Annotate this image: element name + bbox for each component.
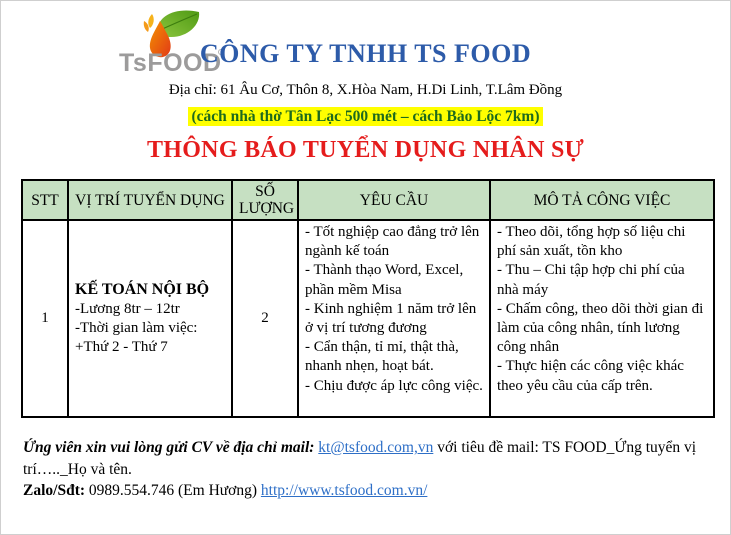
contact-line — [23, 480, 715, 502]
landmark-note — [1, 108, 730, 126]
accent-leaves-icon — [144, 14, 154, 32]
position-detail-line: +Thứ 2 - Thứ 7 — [75, 339, 168, 356]
company-title: CÔNG TY TNHH TS FOOD — [199, 39, 532, 68]
table-row — [22, 220, 714, 417]
job-description-line: - Theo dõi, tổng hợp số liệu chi phí sản xuất, tồn kho — [497, 224, 686, 260]
header-requirements: YÊU CẦU — [298, 180, 490, 220]
cv-instruction-tail: với tiêu đề mail: TS FOOD_Ứng tuyển vị trí….._Họ và tên. — [23, 439, 697, 478]
position-details — [75, 300, 225, 358]
logo-wordmark: TsFOOD — [119, 49, 222, 77]
cell-job-description — [490, 220, 714, 417]
header-job-description: MÔ TẢ CÔNG VIỆC — [490, 180, 714, 220]
requirement-line: - Chịu được áp lực công việc. — [305, 377, 483, 394]
cv-instruction — [23, 437, 715, 480]
requirement-line: - Cẩn thận, tỉ mỉ, thật thà, nhanh nhẹn, hoạt bát. — [305, 339, 459, 375]
position-detail-line: -Lương 8tr – 12tr — [75, 301, 180, 318]
website-link[interactable]: http://www.tsfood.com.vn/ — [260, 482, 428, 500]
announcement-title: THÔNG BÁO TUYỂN DỤNG NHÂN SỰ — [146, 137, 585, 163]
cell-stt: 1 — [22, 220, 68, 417]
position-detail-line: -Thời gian làm việc: — [75, 320, 198, 337]
company-address: Địa chỉ: 61 Âu Cơ, Thôn 8, X.Hòa Nam, H.Di Linh, T.Lâm Đồng — [168, 82, 563, 98]
cell-quantity: 2 — [232, 220, 298, 417]
job-description-line: - Thu – Chi tập hợp chi phí của nhà máy — [497, 262, 685, 298]
requirement-line: - Thành thạo Word, Excel, phần mềm Misa — [305, 262, 464, 298]
cell-requirements — [298, 220, 490, 417]
header-position: VỊ TRÍ TUYỂN DỤNG — [68, 180, 232, 220]
contact-value: 0989.554.746 (Em Hương) — [85, 482, 261, 500]
job-description-line: - Thực hiện các công việc khác theo yêu cầu của cấp trên. — [497, 358, 684, 394]
position-title: KẾ TOÁN NỘI BỘ — [75, 280, 210, 298]
landmark-highlight: (cách nhà thờ Tân Lạc 500 mét – cách Bảo Lộc 7km) — [188, 107, 542, 126]
footer — [23, 437, 715, 502]
header-stt: STT — [22, 180, 68, 220]
header-quantity: SỐ LƯỢNG — [232, 180, 298, 220]
requirement-line: - Tốt nghiệp cao đẳng trở lên ngành kế toán — [305, 224, 480, 260]
recruitment-table — [21, 179, 715, 418]
requirement-line: - Kinh nghiệm 1 năm trở lên ở vị trí tương đương — [305, 300, 477, 337]
cell-position — [68, 220, 232, 417]
table-header-row — [22, 180, 714, 220]
job-description-line: - Chấm công, theo dõi thời gian đi làm của công nhân, tính lương công nhân — [497, 300, 704, 356]
email-link[interactable]: kt@tsfood.com,vn — [318, 439, 434, 456]
cv-instruction-lead: Ứng viên xin vui lòng gửi CV về địa chỉ mail: — [23, 439, 319, 456]
contact-label: Zalo/Sđt: — [23, 482, 86, 500]
